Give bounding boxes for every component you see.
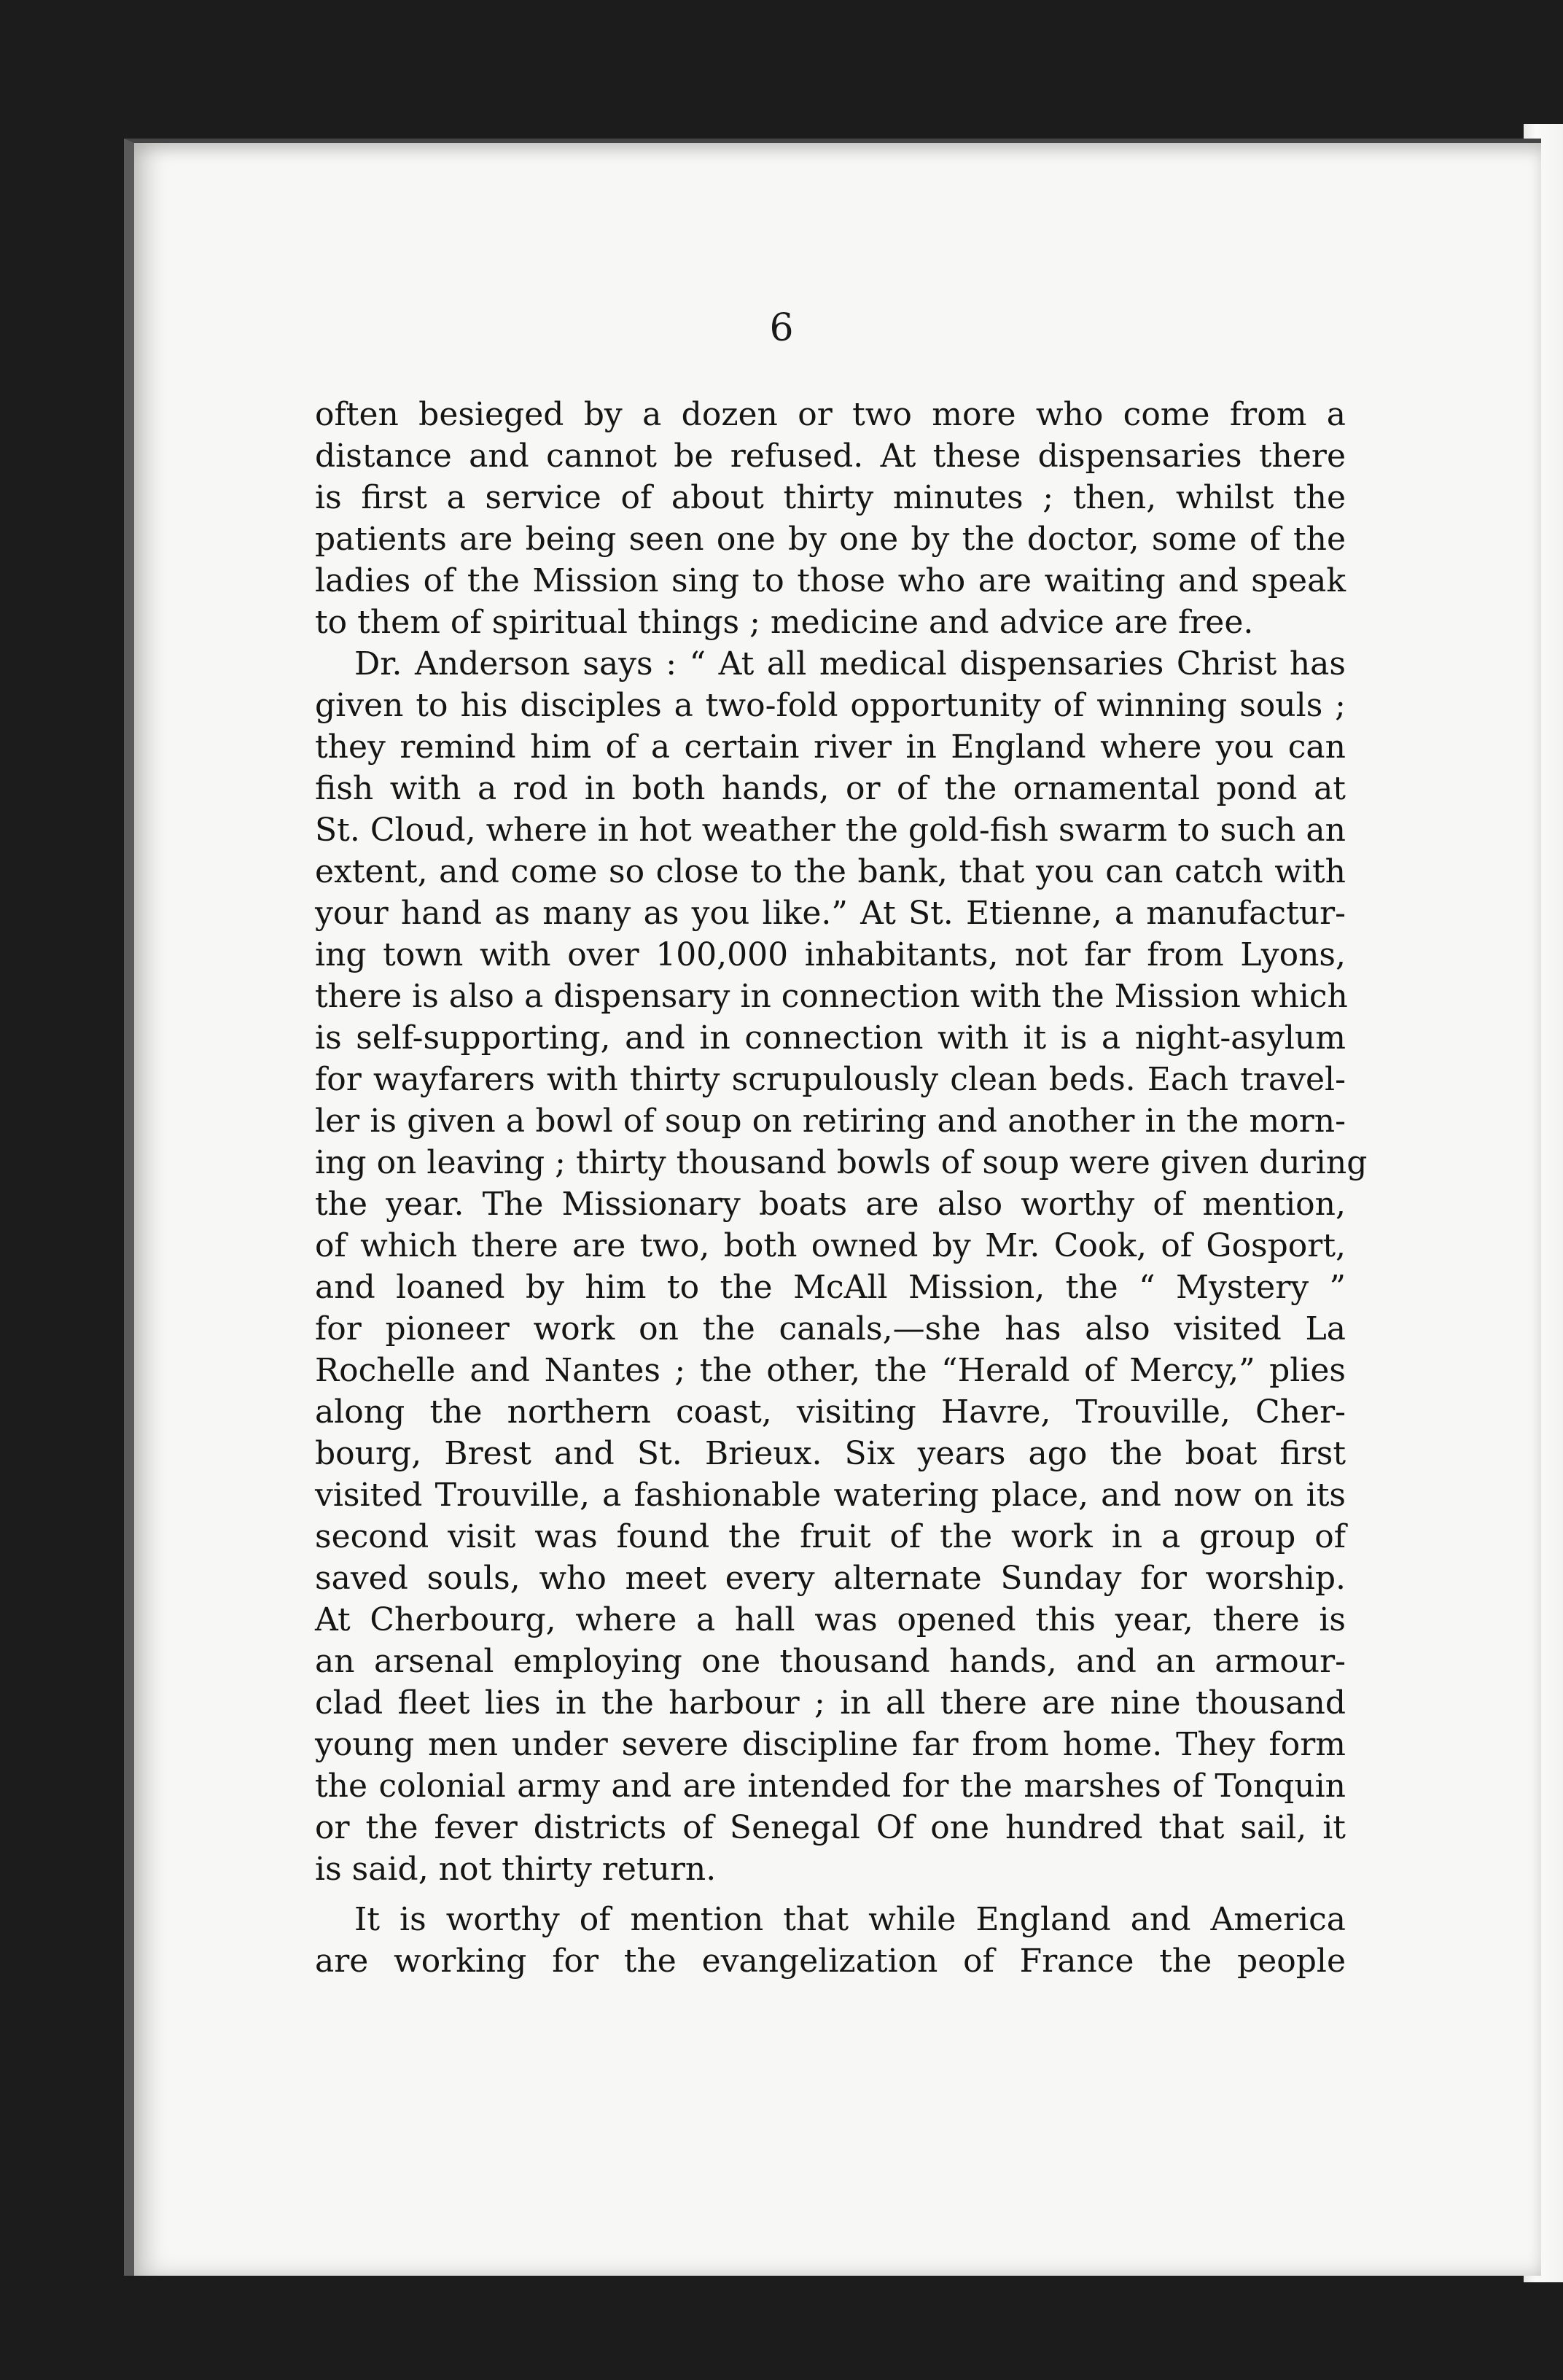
text-line: is first a service of about thirty minutes ; then, whilst the [315,479,1346,516]
text-line: is said, not thirty return. [315,1851,717,1888]
text-line: bourg, Brest and St. Brieux. Six years ago the boat first [315,1435,1346,1472]
page-number: 6 [769,306,794,350]
text-line: ing on leaving ; thirty thousand bowls of soup were given during [315,1144,1368,1181]
text-line: or the fever districts of Senegal Of one hundred that sail, it [315,1809,1346,1846]
text-line: for wayfarers with thirty scrupulously clean beds. Each travel- [315,1061,1346,1098]
text-line: fish with a rod in both hands, or of the ornamental pond at [315,770,1346,807]
text-line: young men under severe discipline far from home. They form [315,1726,1346,1763]
text-line: Dr. Anderson says : “ At all medical dispensaries Christ has [354,645,1346,682]
text-line: the year. The Missionary boats are also worthy of mention, [315,1186,1346,1223]
text-line: to them of spiritual things ; medicine and advice are free. [315,604,1254,641]
text-line: is self-supporting, and in connection with it is a night-asylum [315,1019,1346,1057]
text-line: for pioneer work on the canals,—she has also visited La [315,1310,1346,1348]
text-line: distance and cannot be refused. At these dispensaries there [315,438,1346,475]
text-line: there is also a dispensary in connection with the Mission which [315,978,1348,1015]
text-line: along the northern coast, visiting Havre, Trouville, Cher- [315,1393,1346,1431]
text-line: ladies of the Mission sing to those who are waiting and speak [315,562,1346,599]
text-line: the colonial army and are intended for the marshes of Tonquin [315,1768,1346,1805]
text-line: It is worthy of mention that while England and America [354,1901,1346,1938]
text-line: an arsenal employing one thousand hands, and an armour- [315,1643,1346,1680]
text-line: second visit was found the fruit of the work in a group of [315,1518,1346,1555]
text-line: At Cherbourg, where a hall was opened this year, there is [315,1601,1346,1638]
text-line: your hand as many as you like.” At St. Etienne, a manufactur- [315,895,1346,932]
text-line: and loaned by him to the McAll Mission, the “ Mystery ” [315,1269,1346,1306]
text-line: extent, and come so close to the bank, that you can catch with [315,853,1346,890]
text-line: clad fleet lies in the harbour ; in all there are nine thousand [315,1684,1346,1722]
text-line: of which there are two, both owned by Mr. Cook, of Gosport, [315,1227,1346,1264]
text-line: saved souls, who meet every alternate Sunday for worship. [315,1560,1346,1597]
body-text [315,394,1368,1982]
text-line: ler is given a bowl of soup on retiring and another in the morn- [315,1102,1346,1140]
text-line: given to his disciples a two-fold opportunity of winning souls ; [315,687,1346,724]
text-line: they remind him of a certain river in England where you can [315,728,1346,766]
text-line: are working for the evangelization of France the people [315,1942,1346,1980]
text-line: St. Cloud, where in hot weather the gold-fish swarm to such an [315,812,1346,849]
text-line: visited Trouville, a fashionable watering place, and now on its [315,1477,1346,1514]
text-line: patients are being seen one by one by the doctor, some of the [315,521,1346,558]
text-line: Rochelle and Nantes ; the other, the “Herald of Mercy,” plies [315,1352,1346,1389]
text-line: often besieged by a dozen or two more who come from a [315,396,1346,433]
text-line: ing town with over 100,000 inhabitants, not far from Lyons, [315,936,1346,973]
